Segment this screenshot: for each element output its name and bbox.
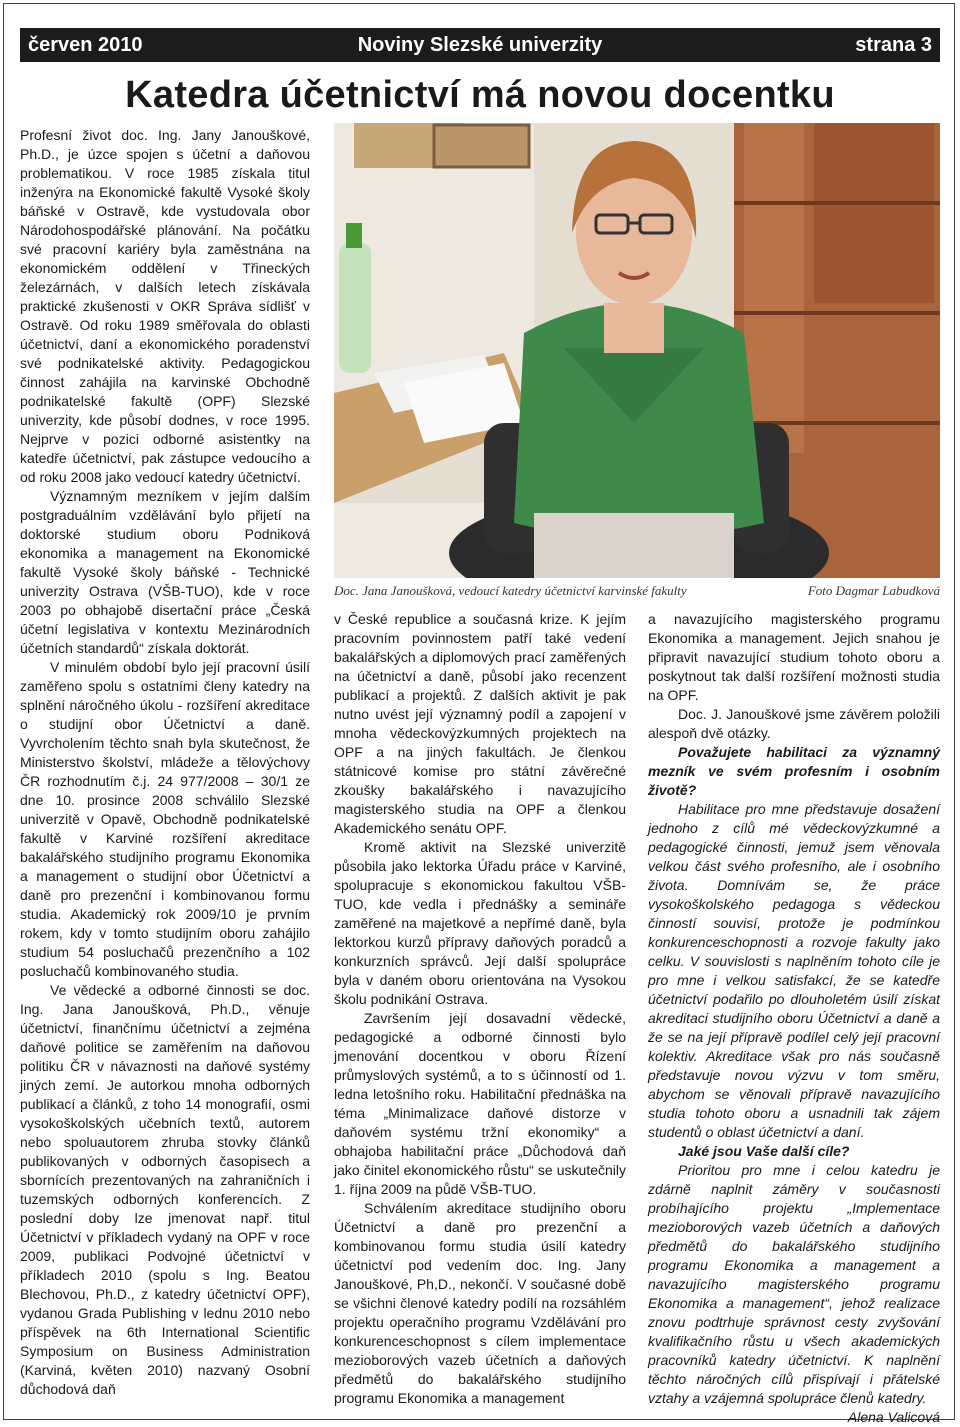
- interview-question: Považujete habilitaci za významný mezník ve svém profesním i osobním životě?: [648, 744, 940, 798]
- interview-answer: [648, 1161, 940, 1425]
- paragraph: Doc. J. Janouškové jsme závěrem položili alespoň dvě otázky.: [648, 706, 940, 741]
- page-header: [20, 28, 940, 62]
- article-column-3: [648, 610, 940, 1427]
- paragraph: Završením její dosavadní vědecké, pedagogické a odborné činnosti bylo jmenování docentkou v oboru Řízení průmyslových systémů, a to s účinností od 1. ledna letošního roku. Habilitační přednáška na téma „Minimalizace daňové distorze v daňovém systému tržní ekonomiky“ a obhajoba habilitační práce „Důchodová daň jako činitel ekonomického růstu“ se uskutečnily 1. října 2009 na půdě VŠB-TUO.: [334, 1010, 626, 1197]
- paragraph: Kromě aktivit na Slezské univerzitě působila jako lektorka Úřadu práce v Karviné, spolupracuje s ekonomickou fakultou VŠB-TUO, kde vedla i přednášky a semináře zaměřené na majetkové a nepřímé daně, byla lektorkou kurzů přípravy daňových poradců a konkurzních správců. Její další spolupráce byla v daném oboru orientována na Vysokou školu podnikání Ostrava.: [334, 839, 626, 1007]
- portrait-photo: [334, 123, 940, 578]
- paragraph: a navazujícího magisterského programu Ekonomika a management. Jejich snahou je připravit navazující studium tohoto oboru a poskytnout tak další rozšíření možnosti studia na OPF.: [648, 611, 940, 703]
- paragraph: Ve vědecké a odborné činnosti se doc. Ing. Jana Janoušková, Ph.D., věnuje účetnictví, finančnímu účetnictví a zejména daňové politice se zaměřením na daňovou politiku ČR v návaznosti na daňové systémy jiných zemí. Je autorkou mnoha odborných publikací a článků, z toho 14 monografií, osmi vysokoškolských učebních textů, autorem nebo spoluautorem zhruba stovky článků publikovaných v odborných časopisech a sbornících prezentovaných na zahraničních i tuzemských odborných konferencích. Z poslední doby lze jmenovat např. titul Účetnictví v příkladech vydaný na OPF v roce 2009, publikaci Podvojné účetnictví v příkladech 2010 (spolu s Ing. Beatou Blechovou, Ph.D., z katedry účetnictví OPF), vydanou Grada Publishing v lednu 2010 nebo příspěvek na 6th International Scientific Symposium on Business Administration (Karviná, květen 2010) nazvaný Osobní důchodová daň: [20, 982, 310, 1397]
- paragraph: Schválením akreditace studijního oboru Účetnictví a daně pro prezenční a kombinovanou formu studia úsilí katedry účetnictví pod vedením doc. Ing. Jany Janouškové, Ph,D., nekončí. V současné době se všichni členové katedry podílí na rozsáhlém projektu operačního programu Vzdělávání pro konkurenceschopnost s cílem implementace mezioborových vazeb účetních a daňových předmětů do bakalářského studijního programu Ekonomika a management: [334, 1200, 626, 1406]
- issue-date: červen 2010: [28, 34, 143, 56]
- interview-answer: Habilitace pro mne představuje dosažení jednoho z cílů mé vědeckovýzkumné a pedagogické činnosti, jemuž jsem věnovala velkou část svého profesního, ale i osobního života. Domnívám se, že práce vysokoškolského pedagoga s vědeckou činností souvisí, protože je podmínkou konkurenceschopnosti a rozvoje fakulty jako celku. V souvislosti s naplněním tohoto cíle je pro mne i velkou satisfakcí, že se katedře účetnictví podařilo po dlouholetém úsilí získat akreditaci studijního oboru Účetnictví a daně a že se na její přípravě podílel celý její pracovní kolektiv. Akreditace však pro nás současně představuje novou výzvu v tom směru, abychom se věnovali přípravě navazujícího studia tohoto oboru a usnadnili tak zájem studentů o oblast účetnictví a daní.: [648, 801, 940, 1140]
- page-number: strana 3: [855, 34, 932, 56]
- article-author: Alena Valicová: [847, 1409, 940, 1425]
- article-column-1: [20, 126, 310, 1399]
- paragraph: Profesní život doc. Ing. Jany Janouškové, Ph.D., je úzce spojen s účetní a daňovou problematikou. V roce 1985 získala titul inženýra na Ekonomické fakultě Vysoké školy báňské v Ostravě, kde vystudovala obor Národohospodářské plánování. Na počátku své pracovní kariéry byla zaměstnána na ekonomickém oddělení v Třineckých železárnách, v dalších letech získávala praktické zkušenosti v OKR Správa sídlišť v Ostravě. Od roku 1989 směřovala do oblasti účetnictví, daní a ekonomického poradenství své podnikatelské aktivity. Pedagogickou činnost zahájila na karvinské Obchodně podnikatelské fakultě (OPF) Slezské univerzity, kde působí dodnes, v roce 1995. Nejprve v pozici odborné asistentky na katedře účetnictví, pak zástupce vedoucího a od roku 2008 jako vedoucí katedry účetnictví.: [20, 127, 310, 485]
- article-headline: Katedra účetnictví má novou docentku: [125, 74, 835, 116]
- photo-illustration: [334, 123, 940, 578]
- newspaper-name: Noviny Slezské univerzity: [357, 34, 603, 56]
- paragraph: V minulém období bylo její pracovní úsilí zaměřeno spolu s ostatními členy katedry na splnění náročného úkolu - rozšíření akreditace o studijní obor Účetnictví a daně. Vyvrcholením těchto snah byla skutečnost, že Ministerstvo školství, mládeže a tělovýchovy ČR rozhodnutím č.j. 24 977/2008 – 30/1 ze dne 10. prosince 2008 schválilo Slezské univerzitě v Opavě, Obchodně podnikatelské fakultě v Karviné rozšíření akreditace bakalářského studijního programu Ekonomika a management o studijní obor Účetnictví a daně pro prezenční i kombinovanou formu studia. Akademický rok 2009/10 je prvním rokem, kdy v tomto studijním oboru zahájilo studium 54 posluchačů prezenčního a 102 posluchačů kombinovaného studia.: [20, 659, 310, 979]
- caption-text: Doc. Jana Janoušková, vedoucí katedry účetnictví karvinské fakulty: [334, 583, 687, 598]
- photo-caption: [334, 583, 940, 599]
- answer-text: Prioritou pro mne i celou katedru je zdárně naplnit záměry v současnosti probíhajícího projektu „Implementace mezioborových vazeb účetních a daňových předmětů do bakalářského studijního programu Ekonomika a management a navazujícího magisterského programu Ekonomika a management“, jehož realizace znovu podtrhuje správnost cesty zvyšování kvalifikačního růstu u všech akademických pracovníků katedry účetnictví. K naplnění těchto náročných cílů přispívají i přátelské vztahy a vzájemná spolupráce členů katedry.: [648, 1162, 940, 1406]
- article-column-2: [334, 610, 626, 1408]
- interview-question: Jaké jsou Vaše další cíle?: [678, 1143, 850, 1159]
- paragraph: v České republice a současná krize. K jejím pracovním povinnostem patří také vedení bakalářských a diplomových prací zaměřených na účetnictví a daně, působí jako recenzent publikací a projektů. Z dalších aktivit je pak nutno uvést její významný podíl a zapojení v mnoha vědeckovýzkumných projektech na OPF a na jiných fakultách. Je členkou státnicové komise pro státní závěrečné zkoušky bakalářského i navazujícího magisterského studia na OPF a členkou Akademického senátu OPF.: [334, 611, 626, 836]
- paragraph: Významným mezníkem v jejím dalším postgraduálním vzdělávání bylo přijetí na doktorské studium oboru Podniková ekonomika a management na Ekonomické fakultě Vysoké školy báňské - Technické univerzity Ostrava (VŠB-TUO), kde v roce 2003 po obhajobě disertační práce „Česká účetní legislativa v kontextu Mezinárodních účetních standardů“ získala doktorát.: [20, 488, 310, 656]
- photo-credit: Foto Dagmar Labudková: [807, 583, 940, 598]
